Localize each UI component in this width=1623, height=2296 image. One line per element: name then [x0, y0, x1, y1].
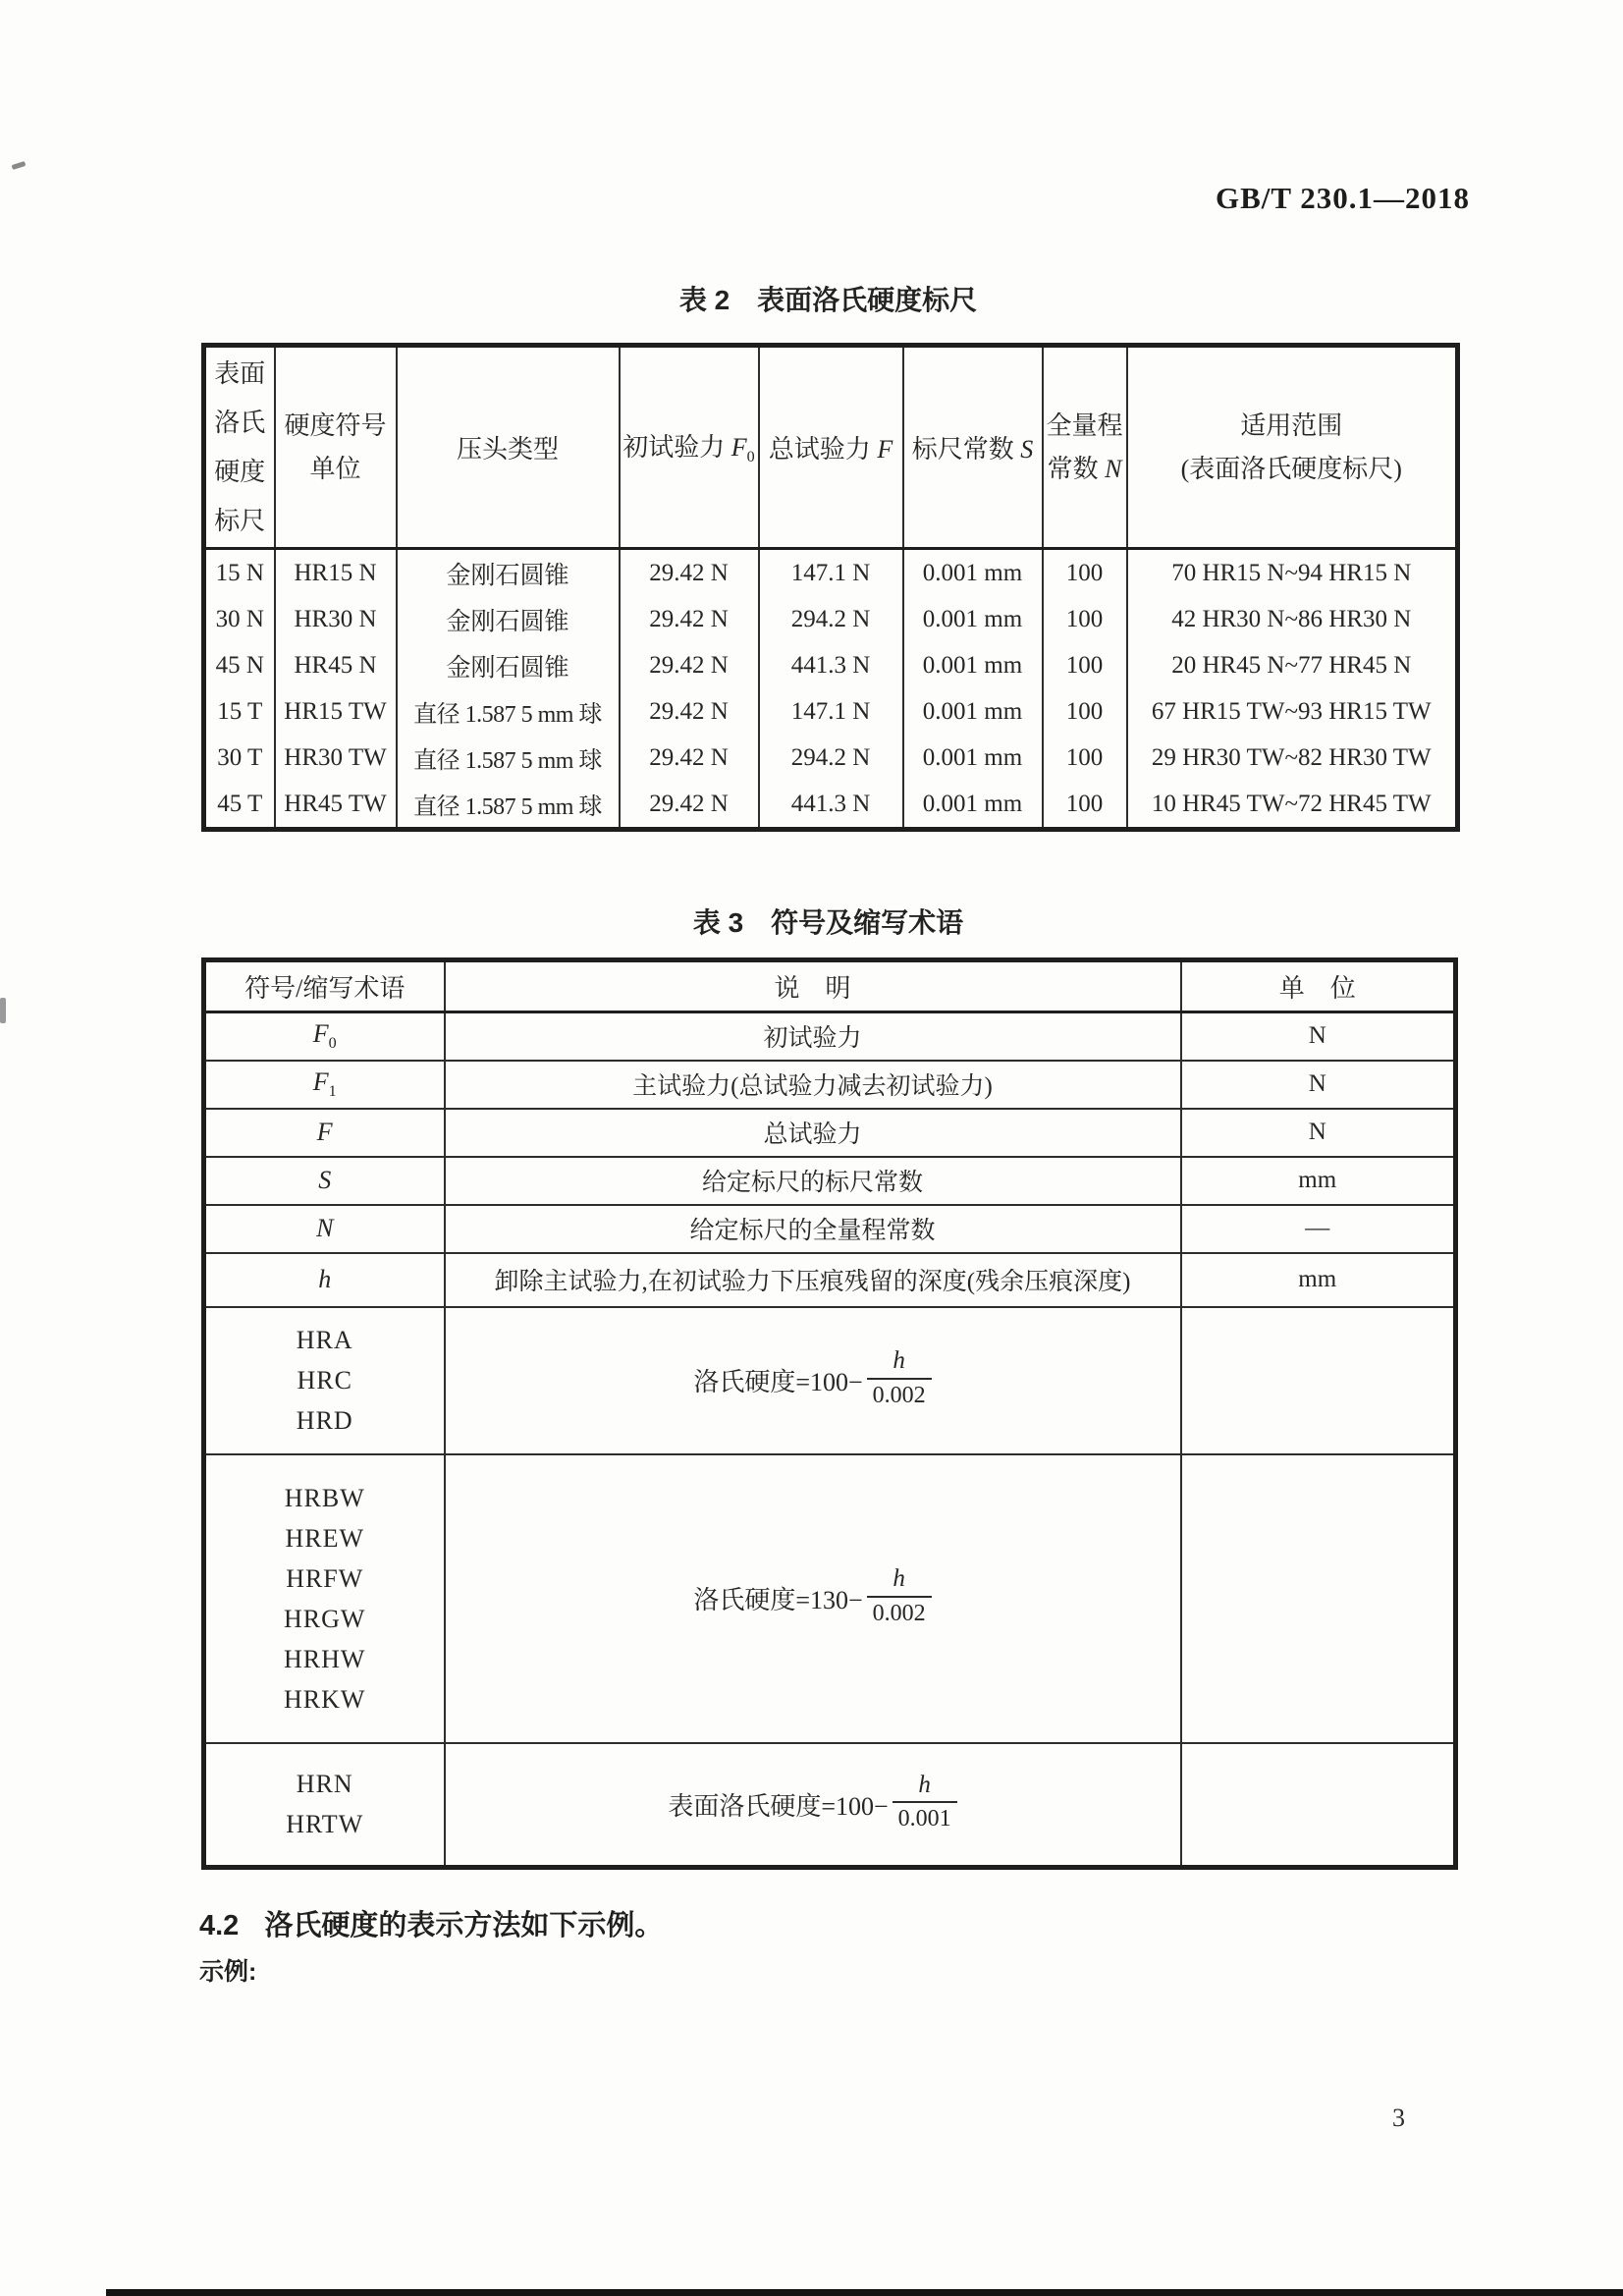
- col-preliminary-test-force: [620, 346, 759, 549]
- unit-cell: —: [1181, 1205, 1456, 1253]
- scale-symbol: HRKW: [284, 1684, 366, 1714]
- table2-row: [204, 549, 1458, 597]
- table3-row: [204, 1012, 1456, 1061]
- table2-cell: 100: [1043, 735, 1127, 781]
- scale-symbol: HRBW: [284, 1483, 365, 1512]
- table2-body: [204, 549, 1458, 830]
- table2-cell: 100: [1043, 781, 1127, 830]
- table2-cell: 直径 1.587 5 mm 球: [397, 735, 620, 781]
- header-line: 表面: [214, 358, 266, 388]
- unit-cell: [1181, 1307, 1456, 1454]
- col-symbol-abbrev: 符号/缩写术语: [204, 960, 445, 1012]
- table2-cell: 29.42 N: [620, 781, 759, 830]
- table2-cell: 45 N: [204, 642, 275, 688]
- unit-cell: [1181, 1454, 1456, 1743]
- description-cell: 给定标尺的标尺常数: [445, 1157, 1181, 1205]
- symbols-abbreviations-table: [201, 957, 1458, 1870]
- scale-symbol: HRFW: [286, 1563, 364, 1593]
- symbol-cell: $F_0$: [204, 1012, 445, 1061]
- table2-cell: 0.001 mm: [903, 549, 1043, 597]
- scale-symbol: HRTW: [286, 1810, 364, 1839]
- table2-cell: 29.42 N: [620, 596, 759, 642]
- description-cell: [445, 1307, 1181, 1454]
- section-number: 4.2: [199, 1910, 240, 1941]
- table3-title: 表 3 符号及缩写术语: [692, 907, 964, 938]
- symbol-cell: [204, 1307, 445, 1454]
- table2-row: [204, 735, 1458, 781]
- table2-cell: 42 HR30 N~86 HR30 N: [1127, 596, 1458, 642]
- table2-cell: 15 N: [204, 549, 275, 597]
- header-line: 常数 N: [1047, 454, 1122, 483]
- table3-body: [204, 1012, 1456, 1868]
- table2-cell: 294.2 N: [759, 596, 903, 642]
- scale-symbol: HRC: [297, 1366, 352, 1394]
- scale-symbol: HRHW: [284, 1644, 366, 1673]
- table3-row: [204, 1454, 1456, 1743]
- table2-cell: HR45 TW: [275, 781, 397, 830]
- header-line: 适用范围: [1240, 410, 1343, 440]
- unit-cell: mm: [1181, 1157, 1456, 1205]
- header-line: (表面洛氏硬度标尺): [1180, 454, 1402, 483]
- table2-cell: 金刚石圆锥: [397, 596, 620, 642]
- section-4-2: [199, 1903, 663, 1943]
- description-cell: 初试验力: [445, 1012, 1181, 1061]
- table2-title: 表 2 表面洛氏硬度标尺: [678, 285, 978, 315]
- symbol-S: S: [1020, 435, 1034, 464]
- scale-symbol: HRD: [296, 1406, 353, 1435]
- header-text: 标尺常数: [911, 435, 1021, 464]
- table2-cell: 15 T: [204, 688, 275, 735]
- description-cell: [445, 1454, 1181, 1743]
- table2-cell: HR30 TW: [275, 735, 397, 781]
- col-indenter-type: 压头类型: [397, 346, 620, 549]
- table2-cell: 0.001 mm: [903, 642, 1043, 688]
- unit-cell: mm: [1181, 1253, 1456, 1307]
- scale-symbol: HRGW: [284, 1604, 366, 1633]
- hardness-formula: 洛氏硬度=100− $\frac{h}{0.002}$: [693, 1350, 931, 1409]
- col-scale-constant: [903, 346, 1043, 549]
- table2-cell: 67 HR15 TW~93 HR15 TW: [1127, 688, 1458, 735]
- table3-header-row: [204, 960, 1456, 1012]
- symbol-cell: F: [204, 1109, 445, 1157]
- table2-cell: 0.001 mm: [903, 735, 1043, 781]
- table2-cell: 45 T: [204, 781, 275, 830]
- description-cell: 卸除主试验力,在初试验力下压痕残留的深度(残余压痕深度): [445, 1253, 1181, 1307]
- table2-cell: 147.1 N: [759, 688, 903, 735]
- table2-cell: 100: [1043, 549, 1127, 597]
- table2-cell: HR15 TW: [275, 688, 397, 735]
- symbol-F: F: [730, 433, 747, 463]
- table2-row: [204, 642, 1458, 688]
- table2-cell: 直径 1.587 5 mm 球: [397, 781, 620, 830]
- surface-rockwell-scales-table: [201, 343, 1460, 832]
- unit-cell: N: [1181, 1109, 1456, 1157]
- symbol-N: N: [1105, 454, 1122, 483]
- col-hardness-symbol-unit: [275, 346, 397, 549]
- symbol-cell: S: [204, 1157, 445, 1205]
- table2-cell: 29 HR30 TW~82 HR30 TW: [1127, 735, 1458, 781]
- table2-row: [204, 688, 1458, 735]
- unit-cell: N: [1181, 1012, 1456, 1061]
- table2-cell: 30 T: [204, 735, 275, 781]
- header-text: 总试验力: [768, 435, 878, 464]
- table3-row: [204, 1157, 1456, 1205]
- table2-row: [204, 781, 1458, 830]
- symbol-cell: N: [204, 1205, 445, 1253]
- table2-row: [204, 596, 1458, 642]
- table2-cell: 100: [1043, 688, 1127, 735]
- section-text: 洛氏硬度的表示方法如下示例。: [264, 1910, 664, 1941]
- unit-cell: N: [1181, 1061, 1456, 1109]
- table3-row: [204, 1061, 1456, 1109]
- symbol-cell: [204, 1454, 445, 1743]
- col-applicable-range: [1127, 346, 1458, 549]
- standard-number: GB/T 230.1—2018: [1216, 181, 1471, 215]
- table3-row: [204, 1307, 1456, 1454]
- scan-artifact: [0, 998, 6, 1023]
- table2-cell: 金刚石圆锥: [397, 642, 620, 688]
- table3-row: [204, 1109, 1456, 1157]
- table2-cell: 441.3 N: [759, 642, 903, 688]
- scale-symbol: HRA: [296, 1326, 353, 1354]
- col-unit: 单 位: [1181, 960, 1456, 1012]
- table2-cell: 10 HR45 TW~72 HR45 TW: [1127, 781, 1458, 830]
- table2-cell: 0.001 mm: [903, 596, 1043, 642]
- symbol-F: F: [877, 435, 893, 464]
- table2-cell: HR15 N: [275, 549, 397, 597]
- unit-cell: [1181, 1743, 1456, 1868]
- header-line: 标尺: [214, 506, 266, 535]
- header-line: 洛氏: [214, 408, 266, 437]
- header-line: 硬度符号: [284, 410, 387, 440]
- hardness-formula: 洛氏硬度=130− $\frac{h}{0.002}$: [693, 1568, 931, 1627]
- header-line: 硬度: [214, 457, 266, 486]
- table2-cell: 金刚石圆锥: [397, 549, 620, 597]
- description-cell: [445, 1743, 1181, 1868]
- symbol-sub: 0: [746, 449, 755, 466]
- description-cell: 总试验力: [445, 1109, 1181, 1157]
- table2-cell: HR45 N: [275, 642, 397, 688]
- table2-cell: 直径 1.587 5 mm 球: [397, 688, 620, 735]
- table2-cell: HR30 N: [275, 596, 397, 642]
- symbol-cell: $F_1$: [204, 1061, 445, 1109]
- table2-cell: 29.42 N: [620, 549, 759, 597]
- header-text: 初试验力: [622, 433, 731, 463]
- description-cell: 给定标尺的全量程常数: [445, 1205, 1181, 1253]
- table2-cell: 0.001 mm: [903, 688, 1043, 735]
- symbol-cell: [204, 1743, 445, 1868]
- scale-symbol: HRN: [296, 1770, 353, 1799]
- header-line: 单位: [309, 454, 361, 483]
- example-label: 示例:: [199, 1958, 257, 1986]
- table2-cell: 147.1 N: [759, 549, 903, 597]
- col-description: 说 明: [445, 960, 1181, 1012]
- table2-cell: 70 HR15 N~94 HR15 N: [1127, 549, 1458, 597]
- table2-cell: 100: [1043, 596, 1127, 642]
- table2-cell: 441.3 N: [759, 781, 903, 830]
- table3-row: [204, 1205, 1456, 1253]
- col-total-test-force: [759, 346, 903, 549]
- scan-artifact: [12, 161, 27, 170]
- description-cell: 主试验力(总试验力减去初试验力): [445, 1061, 1181, 1109]
- table2-cell: 294.2 N: [759, 735, 903, 781]
- symbol-cell: h: [204, 1253, 445, 1307]
- table3-row: [204, 1743, 1456, 1868]
- table2-cell: 20 HR45 N~77 HR45 N: [1127, 642, 1458, 688]
- table3-row: [204, 1253, 1456, 1307]
- table2-cell: 29.42 N: [620, 735, 759, 781]
- page-number: 3: [1392, 2104, 1405, 2132]
- col-full-range-constant: [1043, 346, 1127, 549]
- scale-symbol: HREW: [285, 1523, 365, 1553]
- header-line: 全量程: [1046, 410, 1123, 440]
- col-surface-rockwell-scale: [204, 346, 275, 549]
- table2-cell: 0.001 mm: [903, 781, 1043, 830]
- table2-cell: 100: [1043, 642, 1127, 688]
- table2-cell: 29.42 N: [620, 642, 759, 688]
- scan-bottom-edge: [106, 2289, 1623, 2296]
- table2-cell: 30 N: [204, 596, 275, 642]
- hardness-formula: 表面洛氏硬度=100− $\frac{h}{0.001}$: [668, 1775, 956, 1833]
- table2-cell: 29.42 N: [620, 688, 759, 735]
- table2-header-row: [204, 346, 1458, 549]
